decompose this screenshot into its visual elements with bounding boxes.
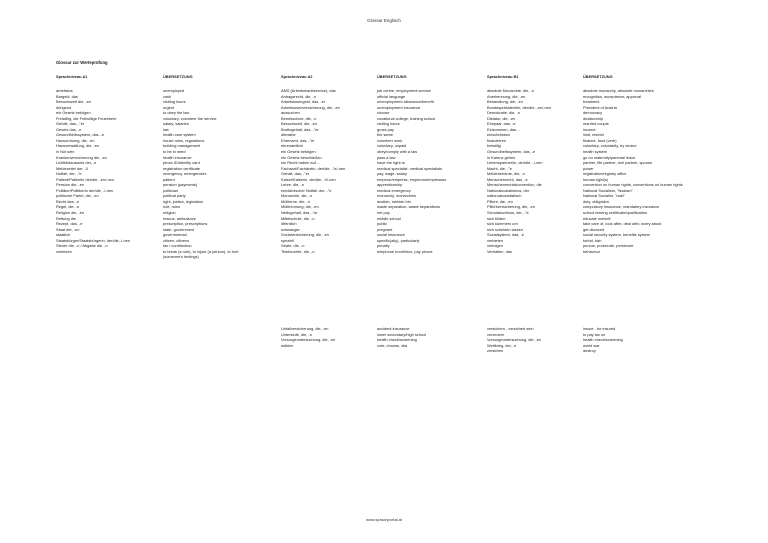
glossary-entry: Menschenrecht, das, -e <box>487 176 528 182</box>
glossary-entry: Gesundheitssystem, das, -e <box>56 132 105 138</box>
glossary-entry: school leaving certificate/qualification <box>583 210 648 216</box>
glossary-entry: to pay tax on <box>583 331 606 337</box>
glossary-entry: have the right to <box>377 160 405 166</box>
glossary-entry: Arbeitslosengeld, das, -er <box>281 99 326 105</box>
glossary-entry: married couple <box>583 121 609 127</box>
glossary-entry: Freiwillig, die Freiwillige Feuerwehr <box>56 115 117 121</box>
column-a1-translation <box>163 74 275 260</box>
glossary-entry: sich kümmern um <box>487 221 518 227</box>
glossary-entry: income <box>583 126 596 132</box>
glossary-entry: nationalsozialistisch <box>487 193 522 199</box>
glossary-entry: einschränken <box>487 132 511 138</box>
column-b1-translation <box>583 74 713 254</box>
glossary-entry: citizen, citizens <box>163 237 190 243</box>
glossary-entry: visiting hours <box>163 99 186 105</box>
glossary-entry: treatment <box>583 99 600 105</box>
glossary-entry: AMS (Arbeitsmarktservice), das <box>281 88 336 93</box>
glossary-entry: Vorsorgeuntersuchung, die, -en <box>487 337 542 343</box>
glossary-entry: Berufsschule, die, -n <box>281 115 317 121</box>
column-heading: Sprachniveau A2 <box>281 74 313 79</box>
glossary-entry: Nettogehalt, das, -"er <box>281 210 318 216</box>
glossary-entry: Notfall, der, -"e <box>56 171 82 177</box>
glossary-entry: ein Recht haben auf ... <box>281 160 321 166</box>
glossary-entry: Anerkennung, die, -en <box>487 93 526 99</box>
glossary-entry: verbieten <box>487 237 504 243</box>
glossary-entry: forbid, ban <box>583 237 602 243</box>
glossary-entry: Recht das, -e <box>56 198 80 204</box>
glossary-entry: emperor/empress, emperors/empresses <box>377 176 447 182</box>
glossary-entry: dustbin, rubbish bin <box>377 198 411 204</box>
glossary-entry: registration certificate <box>163 165 200 171</box>
glossary-entry: Meldebehörde, die, -n <box>487 171 525 177</box>
glossary-entry: Bruttogehalt, das, -"er <box>281 126 319 132</box>
glossary-entry: vocational college, training school <box>377 115 436 121</box>
glossary-entry: politician <box>163 187 179 193</box>
glossary-entry: staatlich <box>56 232 71 238</box>
glossary-entry: accident insurance <box>377 326 410 331</box>
glossary-entry: arbeitslos <box>56 88 73 93</box>
glossary-entry: Macht, die, -"e <box>487 165 512 171</box>
glossary-entry: Staat der, -en <box>56 226 80 232</box>
glossary-entry: Rettung die <box>56 215 76 221</box>
footer-url: www.sprachportal.at <box>365 517 402 522</box>
glossary-entry: medical specialist, medical specialists <box>377 165 443 171</box>
glossary-entry: the same <box>377 132 394 138</box>
glossary-entry: pass a law <box>377 154 396 160</box>
glossary-entry: in Karenz gehen <box>487 154 516 160</box>
glossary-entry: job centre, employment service <box>377 88 431 93</box>
glossary-entry: dictatorship <box>583 115 603 121</box>
glossary-entry: health check/screening <box>583 337 623 343</box>
glossary-entry: Mülltrennung, die, -en <box>281 204 319 210</box>
glossary-entry: law <box>163 126 169 132</box>
glossary-entry: monarchy, monarchies <box>377 193 417 199</box>
glossary-entry: ein Gesetz befolgen <box>56 110 91 116</box>
glossary-entry: voluntary, voluntarily, by choice <box>583 143 637 149</box>
glossary-entry: Ehepaar, das, -e <box>487 121 516 127</box>
glossary-entry: politische Partei, die, -en <box>56 193 99 199</box>
glossary-entry: Krankenversicherung die, -en <box>56 154 107 160</box>
column-a2-translation <box>377 74 483 254</box>
glossary-entry: right, justice, legislation <box>163 198 204 204</box>
glossary-entry: medizinischer Notfall, der, -"e <box>281 187 332 193</box>
glossary-entry: aussuchen <box>281 110 300 116</box>
glossary-entry: Besuchszeit, die, -en <box>281 121 318 127</box>
glossary-entry: Unfallversicherung, die, -en <box>281 326 329 331</box>
glossary-entry: democracy <box>583 110 603 116</box>
glossary-entry: world war <box>583 342 600 348</box>
glossary-entry: penalty <box>377 243 390 249</box>
glossary-entry: tax / contribution <box>163 243 192 249</box>
glossary-entry: Monarchie, die, -n <box>281 193 313 199</box>
glossary-entry: schwanger <box>281 226 300 232</box>
glossary-entry: Sozialsystem, das, -e <box>487 232 524 238</box>
glossary-entry: rule, rules <box>163 204 181 210</box>
glossary-entry: health system <box>583 149 608 155</box>
glossary-entry: absolute monarchy, absolute monarchies <box>583 88 654 93</box>
glossary-entry: official language <box>377 93 406 99</box>
glossary-entry: Schulabschluss, der, -"e <box>487 210 529 216</box>
glossary-entry: Nationalsozialismus, der <box>487 187 530 193</box>
glossary-entry: verletzen <box>56 248 72 254</box>
glossary-entry: sich scheiden lassen <box>487 226 523 232</box>
glossary-entry: waste separation, waste separations <box>377 204 440 210</box>
glossary-entry: telephone booth/box, pay phone <box>377 248 433 254</box>
glossary-entry: Bundespräsident/in, der/die, -en/-nen <box>487 104 552 110</box>
glossary-entry: verfolgen <box>487 243 504 249</box>
glossary-entry: absolute Monarchie, die, -n <box>487 88 534 93</box>
glossary-entry: specific(ally), particularly <box>377 237 420 243</box>
glossary-entry: in Not sein <box>56 149 75 155</box>
glossary-entry: photo ID/identity card <box>163 160 200 166</box>
column-a2-german <box>281 74 373 254</box>
glossary-entry: gross pay <box>377 126 394 132</box>
glossary-entry: Staatsbürger/Staatsbürgerin, der/die,-/-nen <box>56 237 130 243</box>
glossary-entry: pursue, prosecute, persecute <box>583 243 634 249</box>
glossary-entry: emergency, emergencies <box>163 171 207 177</box>
glossary-entry: Mittelschule, die, -n <box>281 215 315 221</box>
column-b1-german <box>487 74 579 254</box>
glossary-entry: salary, salaries <box>163 121 189 127</box>
glossary-entry: Demokratie, die, -n <box>487 110 520 116</box>
glossary-entry: zerstören <box>487 348 504 354</box>
glossary-entry: building management <box>163 143 201 149</box>
glossary-entry: wählen <box>281 342 294 348</box>
column-heading: Sprachniveau A1 <box>56 74 88 79</box>
glossary-entry: freiwillig <box>487 143 501 149</box>
glossary-entry: Antragsrecht, die, -n <box>281 93 317 99</box>
glossary-entry: lower secondary/high school <box>377 331 427 337</box>
glossary-entry: health care system <box>163 132 196 138</box>
glossary-entry: Telefonzelle, die, -n <box>281 248 315 254</box>
glossary-entry: Gesundheitssystem, das, -e <box>487 149 536 155</box>
glossary-entry: health insurance <box>163 154 192 160</box>
glossary-entry: rescue, ambulance <box>163 215 196 221</box>
glossary-entry: Verhalten, das <box>487 248 512 254</box>
glossary-entry: educate oneself <box>583 215 611 221</box>
glossary-entry: Diktatur, die, -en <box>487 115 516 121</box>
glossary-entry: social security system, benefits system <box>583 232 651 238</box>
glossary-entry: volunteer work <box>377 137 403 143</box>
glossary-entry: to break (a rule), to injure (a person), to hurt <box>163 248 239 254</box>
glossary-entry: Arbeitslosenversicherung, die, -en <box>281 104 340 110</box>
glossary-entry: behaviour <box>583 248 601 254</box>
glossary-entry: vote, choose, dial <box>377 342 408 348</box>
glossary-entry: Müllterne, die, -n <box>281 198 310 204</box>
extra-a2-translation <box>377 326 483 348</box>
glossary-entry: Facharzt/Fachärztin, der/die, -"e/-nen <box>281 165 346 171</box>
glossary-entry: finance, fund (verb) <box>583 137 617 143</box>
glossary-entry: Hausverwaltung, die, -en <box>56 143 100 149</box>
extra-b1-translation <box>583 326 713 354</box>
glossary-entry: registration/registry office <box>583 171 627 177</box>
glossary-entry: destroy <box>583 348 596 354</box>
extra-b1-german <box>487 326 579 354</box>
glossary-entry: Pflicht, die, -en <box>487 198 513 204</box>
glossary-entry: Lichtbildausweis der, -e <box>56 160 97 166</box>
glossary-entry: ehrenamtlich <box>281 143 304 149</box>
glossary-entry: apprenticeship <box>377 182 403 188</box>
glossary-entry: prescription, prescriptions <box>163 221 208 227</box>
glossary-entry: Vorsorgeuntersuchung, die, -en <box>281 337 336 343</box>
glossary-entry: go on maternity/parental leave <box>583 154 636 160</box>
glossary-entry: Sozialversicherung, die, -en <box>281 232 330 238</box>
column-heading: ÜBERSETZUNG <box>377 74 407 79</box>
glossary-entry: Gehalt, das, -"er <box>281 171 310 177</box>
glossary-entry: Einkommen, das, - <box>487 126 520 132</box>
glossary-entry: Strafe, die, -n <box>281 243 305 249</box>
glossary-entry: Besuchszeit die, -en <box>56 99 92 105</box>
glossary-entry: cash <box>163 93 172 99</box>
glossary-entry: Meldezettel der, -0 <box>56 165 89 171</box>
glossary-entry: pregnant <box>377 226 393 232</box>
page-header-title: Glossar Englisch <box>367 18 401 23</box>
glossary-entry: öffentlich <box>281 221 297 227</box>
glossary-entry: duty, obligation <box>583 198 609 204</box>
glossary-entry: choose <box>377 110 390 116</box>
glossary-entry: public <box>377 221 388 227</box>
glossary-entry: Unterstufe, die, -n <box>281 331 312 337</box>
glossary-entry: unemployed <box>163 88 185 93</box>
extra-a2-german <box>281 326 373 348</box>
glossary-entry: human right(s) <box>583 176 609 182</box>
glossary-entry: limit, restrict <box>583 132 604 138</box>
glossary-entry: visiting hours <box>377 121 400 127</box>
column-a1-german <box>56 74 146 254</box>
glossary-entry: state, government <box>163 226 195 232</box>
column-heading: Sprachniveau B1 <box>487 74 519 79</box>
glossary-entry: get divorced <box>583 226 605 232</box>
glossary-entry: President of Austria <box>583 104 617 110</box>
glossary-entry: National Socialism, "Nazism" <box>583 187 633 193</box>
glossary-entry: Rezept, das, -e <box>56 221 83 227</box>
glossary-entry: Lehre, die, -n <box>281 182 304 188</box>
glossary-entry: political party <box>163 193 186 199</box>
glossary-entry: unemployment allowance/benefit <box>377 99 434 105</box>
glossary-entry: Gesetz das, -e <box>56 126 82 132</box>
glossary-entry: pension (payments) <box>163 182 198 188</box>
glossary-entry: urgent <box>163 104 175 110</box>
glossary-entry: voluntary, volunteer fire service <box>163 115 217 121</box>
glossary-entry: Ehrenamt, das, -"er <box>281 137 315 143</box>
glossary-entry: Gehalt, das, -"er <box>56 121 85 127</box>
glossary-entry: insure - be insured <box>583 326 616 331</box>
glossary-entry: Pension die, -en <box>56 182 85 188</box>
glossary-entry: net pay <box>377 210 390 216</box>
glossary-entry: obey/comply with a law <box>377 149 418 155</box>
glossary-entry: Pflichtversicherung, die, -en <box>487 204 536 210</box>
column-heading: ÜBERSETZUNG <box>583 74 613 79</box>
glossary-entry: sich bilden <box>487 215 506 221</box>
glossary-entry: National Socialist, "nazi" <box>583 193 625 199</box>
glossary-entry: speziell <box>281 237 294 243</box>
glossary-entry: Bargeld, das <box>56 93 78 99</box>
glossary-entry: Hausordnung, die, -en <box>56 137 95 143</box>
glossary-entry: Patient/Patientin der/die, -en/-nen <box>56 176 114 182</box>
column-heading: ÜBERSETZUNG <box>163 74 193 79</box>
glossary-entry: voluntary, unpaid <box>377 143 407 149</box>
glossary-entry: (someone's feelings) <box>163 254 199 260</box>
glossary-entry: Kaiser/Kaiserin, der/die, -0/-nen <box>281 176 336 182</box>
glossary-entry: finanzieren <box>487 137 507 143</box>
glossary-entry: Politiker/Politikerin der/die, -/-nen <box>56 187 114 193</box>
glossary-entry: dienstbe <box>281 132 296 138</box>
glossary-entry: Lebenspartner/in, der/die, -/-nen <box>487 160 543 166</box>
glossary-entry: Steuer die, -n / Abgabe die, -n <box>56 243 108 249</box>
glossary-entry: Religion die, -en <box>56 210 85 216</box>
glossary-entry: to obey the law <box>163 110 190 116</box>
glossary-entry: dringend <box>56 104 72 110</box>
glossary-entry: pay, wage, salary <box>377 171 407 177</box>
glossary-entry: versichern - versichert sein <box>487 326 534 331</box>
glossary-entry: Regel, die, -n <box>56 204 80 210</box>
glossary-entry: health check/screening <box>377 337 417 343</box>
glossary-entry: social insurance <box>377 232 405 238</box>
glossary-entry: religion <box>163 210 176 216</box>
glossary-entry: unemployment insurance <box>377 104 421 110</box>
glossary-entry: take care of, look after, deal with; worry about <box>583 221 662 227</box>
glossary-entry: Behandlung, die, -en <box>487 99 523 105</box>
glossary-entry: recognition, acceptance; approval <box>583 93 642 99</box>
glossary-entry: house rules, regulations <box>163 137 205 143</box>
glossary-entry: governmental <box>163 232 187 238</box>
glossary-entry: patient <box>163 176 175 182</box>
glossary-entry: Weltkrieg, der, -e <box>487 342 517 348</box>
section-title: Glossar zur Werteprüfung <box>56 60 108 65</box>
glossary-entry: convention on human rights, conventions on human rights <box>583 182 683 188</box>
glossary-entry: ein Gesetz beschließen <box>281 154 322 160</box>
glossary-entry: medical emergency <box>377 187 411 193</box>
glossary-entry: middle school <box>377 215 401 221</box>
glossary-entry: partner, life partner, civil partner, spouse <box>583 160 652 166</box>
glossary-entry: power <box>583 165 594 171</box>
glossary-entry: verzeuern <box>487 331 505 337</box>
glossary-entry: Menschenrechtskonvention, die <box>487 182 542 188</box>
glossary-entry: ein Gesetz befolgen <box>281 149 316 155</box>
glossary-entry: to be in need <box>163 149 186 155</box>
glossary-entry: compulsory insurance, mandatory insurance <box>583 204 660 210</box>
